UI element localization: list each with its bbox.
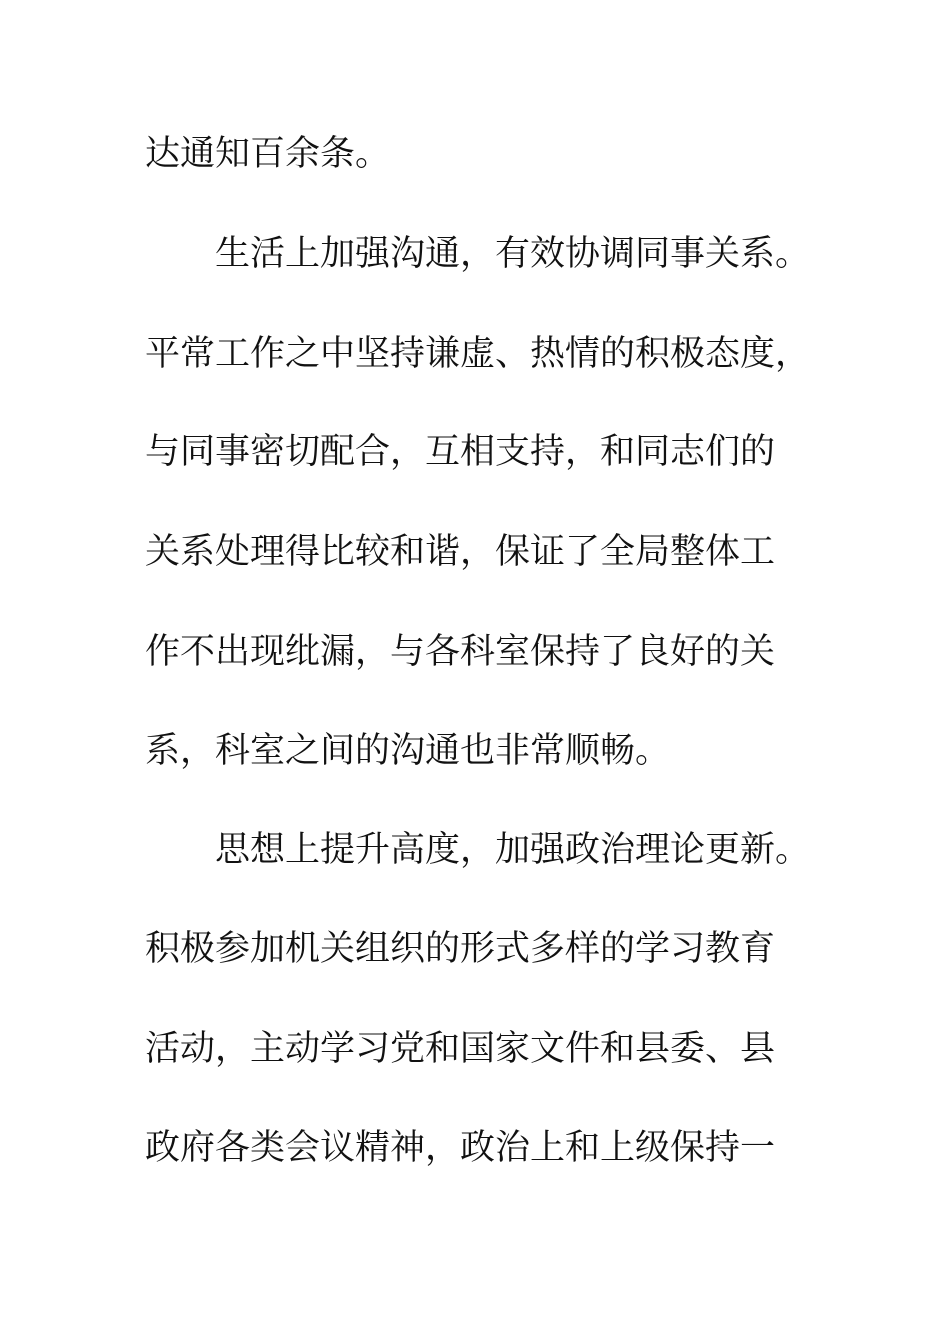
text-line: 活动，主动学习党和国家文件和县委、县: [145, 1029, 776, 1069]
text-line: 平常工作之中坚持谦虚、热情的积极态度，: [145, 334, 811, 374]
paragraph-first-line: 生活上加强沟通，有效协调同事关系。: [215, 234, 811, 274]
text-line: 关系处理得比较和谐，保证了全局整体工: [145, 532, 776, 572]
paragraph-first-line: 思想上提升高度，加强政治理论更新。: [215, 830, 811, 870]
text-line: 作不出现纰漏，与各科室保持了良好的关: [145, 632, 776, 672]
text-line: 系，科室之间的沟通也非常顺畅。: [145, 731, 671, 771]
text-line: 达通知百余条。: [145, 134, 391, 174]
text-line: 与同事密切配合，互相支持，和同志们的: [145, 432, 776, 472]
text-line: 积极参加机关组织的形式多样的学习教育: [145, 929, 776, 969]
text-line: 政府各类会议精神，政治上和上级保持一: [145, 1128, 776, 1168]
